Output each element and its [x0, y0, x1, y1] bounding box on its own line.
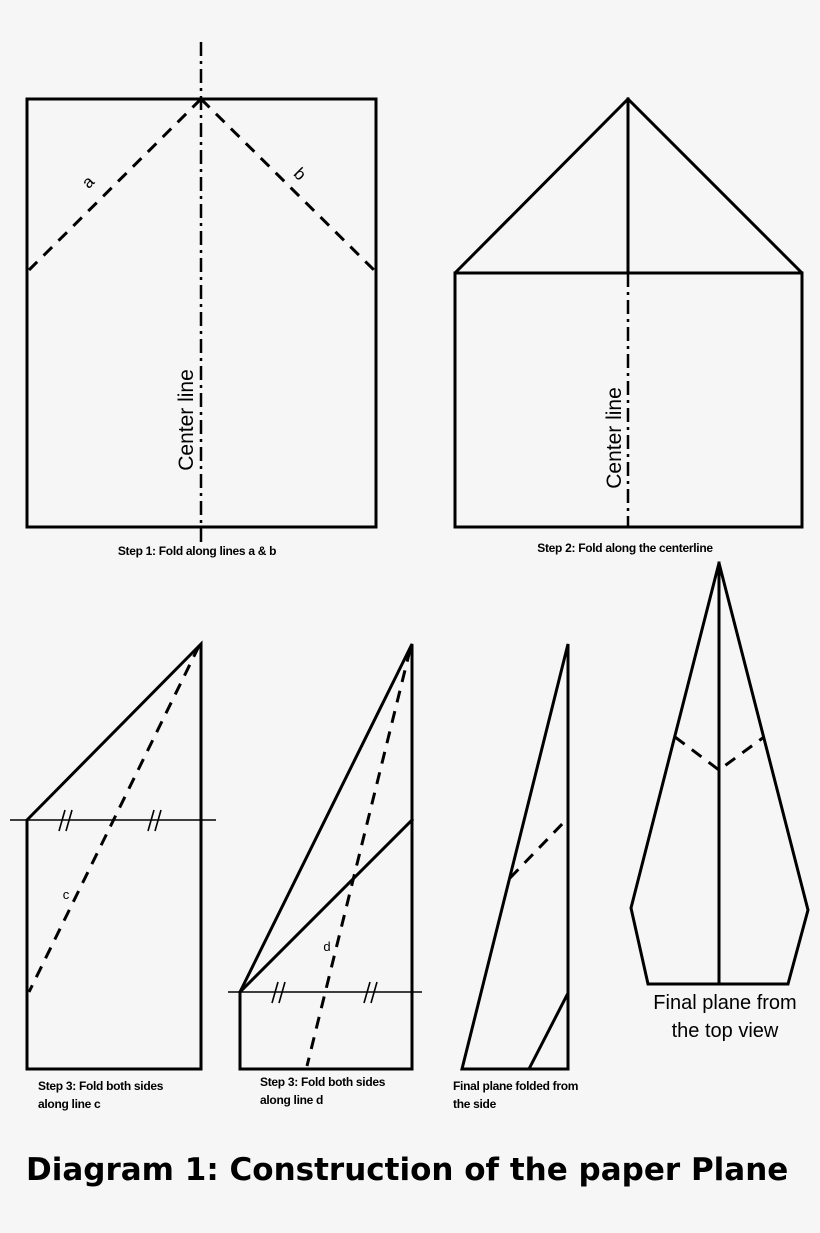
step3c-figure — [10, 644, 216, 1111]
step1-fold-line-a — [29, 99, 201, 270]
side-view-figure — [453, 644, 578, 1111]
diagram-title: Diagram 1: Construction of the paper Plane — [26, 1152, 789, 1188]
step1-figure — [27, 42, 376, 558]
step2-figure — [455, 99, 802, 555]
top-view-caption-line1: Final plane from — [653, 992, 797, 1014]
step2-caption: Step 2: Fold along the centerline — [537, 541, 713, 555]
side-view-caption-line1: Final plane folded from — [453, 1079, 579, 1093]
step2-center-label: Center line — [603, 387, 626, 489]
step3c-caption-line2: along line c — [38, 1097, 101, 1111]
step1-fold-line-b — [201, 99, 374, 270]
step1-label-b: b — [289, 164, 310, 185]
step3d-folded-edge — [240, 820, 412, 992]
top-view-figure — [631, 563, 808, 1042]
step1-center-label: Center line — [175, 369, 198, 471]
step1-label-a: a — [78, 172, 99, 193]
step3c-label-c: c — [62, 887, 70, 902]
step3c-folded-half — [27, 644, 201, 1069]
step3d-figure — [228, 644, 422, 1107]
side-view-caption-line2: the side — [453, 1097, 496, 1111]
step3c-caption-line1: Step 3: Fold both sides — [38, 1079, 164, 1093]
step1-caption: Step 1: Fold along lines a & b — [117, 544, 277, 558]
step3d-folded-half — [240, 644, 412, 1069]
step3d-caption-line2: along line d — [260, 1093, 324, 1107]
step3c-fold-line-c — [29, 646, 199, 992]
side-view-wing-edge — [530, 995, 567, 1067]
step3d-fold-line-d — [307, 650, 410, 1066]
top-view-caption-line2: the top view — [671, 1020, 779, 1042]
step3d-label-d: d — [323, 939, 331, 954]
step3d-caption-line1: Step 3: Fold both sides — [260, 1075, 386, 1089]
side-view-outline — [462, 644, 568, 1069]
